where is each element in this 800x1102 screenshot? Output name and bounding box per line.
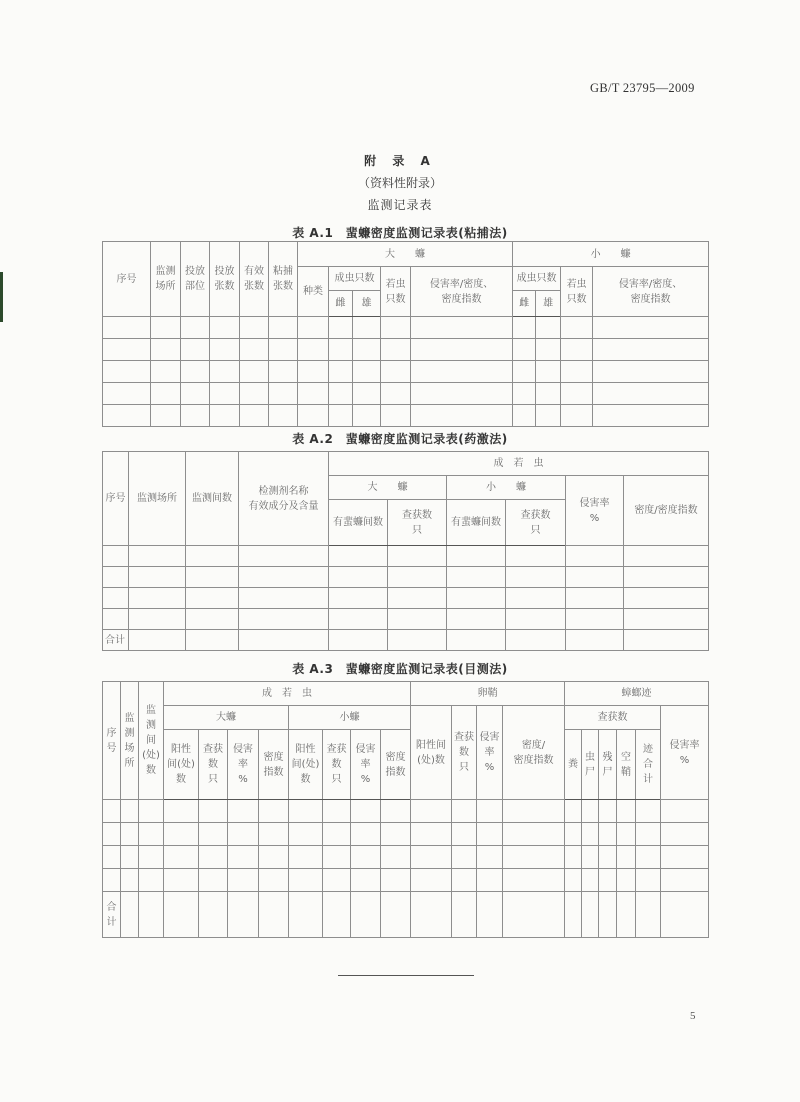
table-cell[interactable] bbox=[661, 823, 709, 846]
table-cell[interactable] bbox=[353, 361, 381, 383]
header-small-cockroach: 小 蠊 bbox=[513, 242, 709, 267]
table-cell[interactable] bbox=[239, 588, 329, 609]
table-cell[interactable] bbox=[636, 823, 661, 846]
header-corpse: 虫 尸 bbox=[582, 730, 599, 800]
header-large-density: 密度 指数 bbox=[259, 730, 289, 800]
table-cell[interactable] bbox=[477, 800, 503, 823]
table-cell[interactable] bbox=[121, 869, 139, 892]
table-row bbox=[103, 361, 709, 383]
table-cell[interactable] bbox=[513, 383, 536, 405]
table-row bbox=[103, 869, 709, 892]
table-cell[interactable] bbox=[513, 317, 536, 339]
table-cell[interactable] bbox=[103, 383, 151, 405]
table-cell[interactable] bbox=[129, 546, 186, 567]
table-cell[interactable] bbox=[103, 846, 121, 869]
table-cell[interactable] bbox=[240, 405, 269, 427]
table-cell[interactable] bbox=[289, 823, 323, 846]
table-cell[interactable] bbox=[452, 869, 477, 892]
table-cell[interactable] bbox=[228, 823, 259, 846]
header-adult-count: 成虫只数 bbox=[329, 267, 381, 291]
table-cell[interactable] bbox=[411, 339, 513, 361]
table-cell[interactable] bbox=[103, 546, 129, 567]
table-a2-caption: 表 A.2 蜚蠊密度监测记录表(药激法) bbox=[292, 432, 508, 446]
header-small-rooms-with: 有蜚蠊间数 bbox=[447, 500, 506, 546]
table-cell[interactable] bbox=[624, 609, 709, 630]
table-cell[interactable] bbox=[129, 567, 186, 588]
table-cell[interactable] bbox=[447, 567, 506, 588]
table-cell[interactable] bbox=[239, 546, 329, 567]
header-small-adult-count: 成虫只数 bbox=[513, 267, 561, 291]
table-cell[interactable] bbox=[199, 800, 228, 823]
header-place-position: 投放 部位 bbox=[181, 242, 210, 317]
header-site: 监测 场所 bbox=[151, 242, 181, 317]
table-cell[interactable] bbox=[181, 339, 210, 361]
table-cell[interactable] bbox=[240, 339, 269, 361]
table-cell[interactable] bbox=[447, 588, 506, 609]
table-cell[interactable] bbox=[617, 800, 636, 823]
table-cell[interactable] bbox=[351, 846, 381, 869]
header-male: 雄 bbox=[353, 291, 381, 317]
header-site: 监 测 场 所 bbox=[121, 682, 139, 800]
header-rooms: 监 测 间 (处) 数 bbox=[139, 682, 164, 800]
table-cell[interactable] bbox=[599, 823, 617, 846]
table-cell[interactable] bbox=[199, 846, 228, 869]
header-rooms: 监测间数 bbox=[186, 452, 239, 546]
table-cell[interactable] bbox=[565, 846, 582, 869]
table-cell[interactable] bbox=[259, 823, 289, 846]
table-cell[interactable] bbox=[599, 800, 617, 823]
table-cell[interactable] bbox=[636, 869, 661, 892]
table-cell[interactable] bbox=[323, 846, 351, 869]
table-cell[interactable] bbox=[381, 383, 411, 405]
header-trace-total: 迹 合 计 bbox=[636, 730, 661, 800]
table-cell[interactable] bbox=[240, 317, 269, 339]
table-cell[interactable] bbox=[381, 361, 411, 383]
table-cell[interactable] bbox=[259, 800, 289, 823]
table-cell[interactable] bbox=[351, 800, 381, 823]
table-cell[interactable] bbox=[210, 339, 240, 361]
table-cell[interactable] bbox=[139, 823, 164, 846]
table-cell[interactable] bbox=[323, 869, 351, 892]
table-row bbox=[103, 823, 709, 846]
table-cell[interactable] bbox=[210, 405, 240, 427]
table-cell[interactable] bbox=[210, 317, 240, 339]
table-cell[interactable] bbox=[240, 361, 269, 383]
table-cell[interactable] bbox=[151, 405, 181, 427]
table-cell[interactable] bbox=[323, 823, 351, 846]
header-adult-nymph: 成 若 虫 bbox=[164, 682, 411, 706]
table-cell[interactable] bbox=[289, 800, 323, 823]
table-cell[interactable] bbox=[593, 383, 709, 405]
table-cell[interactable] bbox=[121, 800, 139, 823]
table-cell[interactable] bbox=[561, 317, 593, 339]
header-found: 查获数 bbox=[565, 706, 661, 730]
table-row bbox=[103, 609, 709, 630]
table-cell[interactable] bbox=[599, 846, 617, 869]
table-cell[interactable] bbox=[353, 383, 381, 405]
table-cell[interactable] bbox=[624, 546, 709, 567]
table-cell[interactable] bbox=[411, 361, 513, 383]
header-small-caught: 查获数 只 bbox=[506, 500, 566, 546]
header-oo-caught: 查获 数 只 bbox=[452, 706, 477, 800]
table-cell[interactable] bbox=[536, 317, 561, 339]
table-cell[interactable] bbox=[536, 339, 561, 361]
table-cell[interactable] bbox=[259, 869, 289, 892]
table-cell[interactable] bbox=[269, 405, 298, 427]
table-cell[interactable] bbox=[210, 383, 240, 405]
table-cell[interactable] bbox=[151, 383, 181, 405]
table-cell[interactable] bbox=[139, 869, 164, 892]
table-cell[interactable] bbox=[536, 383, 561, 405]
table-cell[interactable] bbox=[239, 567, 329, 588]
table-cell[interactable] bbox=[566, 567, 624, 588]
table-cell[interactable] bbox=[121, 846, 139, 869]
table-cell[interactable] bbox=[381, 339, 411, 361]
table-cell[interactable] bbox=[536, 405, 561, 427]
header-small-density: 密度 指数 bbox=[381, 730, 411, 800]
table-cell[interactable] bbox=[381, 800, 411, 823]
header-site: 监测场所 bbox=[129, 452, 186, 546]
table-cell[interactable] bbox=[181, 317, 210, 339]
header-large-cockroach: 大 蠊 bbox=[298, 242, 513, 267]
table-cell[interactable] bbox=[228, 869, 259, 892]
table-cell[interactable] bbox=[411, 800, 452, 823]
table-cell[interactable] bbox=[506, 546, 566, 567]
table-cell[interactable] bbox=[240, 383, 269, 405]
table-cell[interactable] bbox=[566, 609, 624, 630]
table-cell[interactable] bbox=[181, 405, 210, 427]
header-small-caught: 查获 数 只 bbox=[323, 730, 351, 800]
table-cell[interactable] bbox=[624, 588, 709, 609]
table-cell[interactable] bbox=[298, 339, 329, 361]
header-small-rate: 侵害 率 % bbox=[351, 730, 381, 800]
header-empty-sheath: 空 鞘 bbox=[617, 730, 636, 800]
table-cell[interactable] bbox=[624, 567, 709, 588]
table-row bbox=[103, 317, 709, 339]
header-small-positive: 阳性 间(处) 数 bbox=[289, 730, 323, 800]
table-cell[interactable] bbox=[269, 317, 298, 339]
table-cell[interactable] bbox=[103, 869, 121, 892]
table-row bbox=[103, 383, 709, 405]
table-cell[interactable] bbox=[661, 869, 709, 892]
table-cell[interactable] bbox=[381, 846, 411, 869]
table-cell[interactable] bbox=[353, 317, 381, 339]
table-row bbox=[103, 567, 709, 588]
table-cell[interactable] bbox=[582, 823, 599, 846]
page-number: 5 bbox=[690, 1010, 696, 1022]
table-cell[interactable] bbox=[103, 823, 121, 846]
header-adult-nymph: 成 若 虫 bbox=[329, 452, 709, 476]
table-cell[interactable] bbox=[329, 339, 353, 361]
table-cell[interactable] bbox=[503, 800, 565, 823]
table-cell[interactable] bbox=[164, 846, 199, 869]
table-cell[interactable] bbox=[617, 846, 636, 869]
annex-name: 监测记录表 bbox=[367, 198, 433, 212]
table-cell[interactable] bbox=[506, 609, 566, 630]
table-cell[interactable] bbox=[561, 361, 593, 383]
table-cell[interactable] bbox=[513, 361, 536, 383]
table-a2 bbox=[102, 451, 709, 651]
table-cell[interactable] bbox=[353, 339, 381, 361]
header-oo-rate: 侵害 率 % bbox=[477, 706, 503, 800]
table-cell[interactable] bbox=[298, 405, 329, 427]
table-cell[interactable] bbox=[353, 405, 381, 427]
table-cell[interactable] bbox=[381, 317, 411, 339]
table-cell[interactable] bbox=[164, 823, 199, 846]
table-cell[interactable] bbox=[565, 800, 582, 823]
header-agent: 检测剂名称 有效成分及含量 bbox=[239, 452, 329, 546]
table-cell[interactable] bbox=[151, 339, 181, 361]
table-cell[interactable] bbox=[269, 383, 298, 405]
header-large-rate: 侵害 率 % bbox=[228, 730, 259, 800]
table-cell[interactable] bbox=[452, 800, 477, 823]
table-cell[interactable] bbox=[447, 609, 506, 630]
table-cell[interactable] bbox=[139, 846, 164, 869]
table-cell[interactable] bbox=[329, 567, 388, 588]
table-cell[interactable] bbox=[103, 609, 129, 630]
table-cell[interactable] bbox=[565, 869, 582, 892]
table-cell[interactable] bbox=[351, 869, 381, 892]
table-cell[interactable] bbox=[388, 546, 447, 567]
table-cell[interactable] bbox=[582, 800, 599, 823]
table-cell[interactable] bbox=[289, 869, 323, 892]
header-feces: 粪 bbox=[565, 730, 582, 800]
table-row bbox=[103, 546, 709, 567]
table-cell[interactable] bbox=[329, 317, 353, 339]
table-cell[interactable] bbox=[139, 800, 164, 823]
table-cell[interactable] bbox=[329, 405, 353, 427]
table-cell[interactable] bbox=[388, 609, 447, 630]
header-large-cockroach: 大蠊 bbox=[164, 706, 289, 730]
table-cell[interactable] bbox=[411, 846, 452, 869]
table-a1-caption: 表 A.1 蜚蠊密度监测记录表(粘捕法) bbox=[292, 226, 508, 240]
total-label: 合 计 bbox=[103, 892, 121, 938]
table-cell[interactable] bbox=[239, 609, 329, 630]
table-cell[interactable] bbox=[503, 823, 565, 846]
table-cell[interactable] bbox=[411, 317, 513, 339]
table-cell[interactable] bbox=[228, 800, 259, 823]
table-cell[interactable] bbox=[121, 823, 139, 846]
table-cell[interactable] bbox=[513, 405, 536, 427]
table-cell[interactable] bbox=[582, 846, 599, 869]
table-cell[interactable] bbox=[593, 317, 709, 339]
header-small-cockroach: 小 蠊 bbox=[447, 476, 566, 500]
table-cell[interactable] bbox=[228, 846, 259, 869]
header-rate: 侵害率 % bbox=[566, 476, 624, 546]
table-cell[interactable] bbox=[561, 339, 593, 361]
table-cell[interactable] bbox=[103, 800, 121, 823]
table-cell[interactable] bbox=[661, 846, 709, 869]
table-cell[interactable] bbox=[181, 361, 210, 383]
table-cell[interactable] bbox=[186, 546, 239, 567]
table-cell[interactable] bbox=[289, 846, 323, 869]
table-cell[interactable] bbox=[536, 361, 561, 383]
header-large-positive: 阳性 间(处) 数 bbox=[164, 730, 199, 800]
table-row bbox=[103, 339, 709, 361]
header-catch-count: 粘捕 张数 bbox=[269, 242, 298, 317]
header-small-male: 雄 bbox=[536, 291, 561, 317]
table-cell[interactable] bbox=[103, 361, 151, 383]
table-cell[interactable] bbox=[186, 567, 239, 588]
table-cell[interactable] bbox=[452, 846, 477, 869]
table-cell[interactable] bbox=[452, 823, 477, 846]
table-cell[interactable] bbox=[593, 361, 709, 383]
table-a3-caption: 表 A.3 蜚蠊密度监测记录表(目测法) bbox=[292, 662, 508, 676]
table-cell[interactable] bbox=[503, 869, 565, 892]
table-cell[interactable] bbox=[477, 846, 503, 869]
table-cell[interactable] bbox=[411, 823, 452, 846]
table-cell[interactable] bbox=[388, 588, 447, 609]
header-rate: 侵害率/密度、 密度指数 bbox=[411, 267, 513, 317]
table-cell[interactable] bbox=[329, 361, 353, 383]
table-cell[interactable] bbox=[513, 339, 536, 361]
table-a3 bbox=[102, 681, 709, 938]
table-cell[interactable] bbox=[599, 869, 617, 892]
header-large-caught: 查获 数 只 bbox=[199, 730, 228, 800]
table-cell[interactable] bbox=[298, 317, 329, 339]
table-cell[interactable] bbox=[381, 823, 411, 846]
table-row bbox=[103, 405, 709, 427]
header-small-rate: 侵害率/密度、 密度指数 bbox=[593, 267, 709, 317]
table-cell[interactable] bbox=[199, 869, 228, 892]
header-valid-count: 有效 张数 bbox=[240, 242, 269, 317]
table-row bbox=[103, 800, 709, 823]
header-ootheca: 卵鞘 bbox=[411, 682, 565, 706]
table-cell[interactable] bbox=[477, 823, 503, 846]
table-cell[interactable] bbox=[381, 869, 411, 892]
table-cell[interactable] bbox=[129, 588, 186, 609]
table-cell[interactable] bbox=[329, 383, 353, 405]
table-cell[interactable] bbox=[447, 546, 506, 567]
table-a1 bbox=[102, 241, 709, 427]
header-remains: 残 尸 bbox=[599, 730, 617, 800]
table-cell[interactable] bbox=[561, 405, 593, 427]
table-cell[interactable] bbox=[506, 567, 566, 588]
header-seq: 序号 bbox=[103, 242, 151, 317]
table-cell[interactable] bbox=[151, 361, 181, 383]
table-row bbox=[103, 588, 709, 609]
table-cell[interactable] bbox=[565, 823, 582, 846]
table-cell[interactable] bbox=[506, 588, 566, 609]
table-cell[interactable] bbox=[298, 361, 329, 383]
table-cell[interactable] bbox=[593, 405, 709, 427]
table-cell[interactable] bbox=[329, 588, 388, 609]
table-cell[interactable] bbox=[186, 588, 239, 609]
table-cell[interactable] bbox=[151, 317, 181, 339]
table-cell[interactable] bbox=[411, 383, 513, 405]
table-cell[interactable] bbox=[329, 609, 388, 630]
table-cell[interactable] bbox=[103, 339, 151, 361]
header-large-rooms-with: 有蜚蠊间数 bbox=[329, 500, 388, 546]
table-cell[interactable] bbox=[477, 869, 503, 892]
table-cell[interactable] bbox=[129, 609, 186, 630]
table-cell[interactable] bbox=[636, 846, 661, 869]
table-row bbox=[103, 846, 709, 869]
header-species: 种类 bbox=[298, 267, 329, 317]
table-cell[interactable] bbox=[561, 383, 593, 405]
table-cell[interactable] bbox=[210, 361, 240, 383]
table-cell[interactable] bbox=[103, 405, 151, 427]
table-cell[interactable] bbox=[381, 405, 411, 427]
table-cell[interactable] bbox=[351, 823, 381, 846]
table-cell[interactable] bbox=[636, 800, 661, 823]
table-cell[interactable] bbox=[186, 609, 239, 630]
table-cell[interactable] bbox=[298, 383, 329, 405]
table-cell[interactable] bbox=[259, 846, 289, 869]
table-cell[interactable] bbox=[566, 588, 624, 609]
table-cell[interactable] bbox=[181, 383, 210, 405]
annex-title: 附 录 A bbox=[364, 154, 436, 168]
header-small-female: 雌 bbox=[513, 291, 536, 317]
table-cell[interactable] bbox=[566, 546, 624, 567]
header-density: 密度/密度指数 bbox=[624, 476, 709, 546]
table-cell[interactable] bbox=[103, 567, 129, 588]
header-large-caught: 查获数 只 bbox=[388, 500, 447, 546]
header-trace-rate: 侵害率 % bbox=[661, 706, 709, 800]
table-cell[interactable] bbox=[329, 546, 388, 567]
header-small-cockroach: 小蠊 bbox=[289, 706, 411, 730]
header-seq: 序 号 bbox=[103, 682, 121, 800]
end-rule bbox=[338, 975, 474, 976]
table-cell[interactable] bbox=[617, 823, 636, 846]
table-cell[interactable] bbox=[411, 405, 513, 427]
header-female: 雌 bbox=[329, 291, 353, 317]
header-oo-density: 密度/ 密度指数 bbox=[503, 706, 565, 800]
header-place-count: 投放 张数 bbox=[210, 242, 240, 317]
table-cell[interactable] bbox=[103, 588, 129, 609]
table-cell[interactable] bbox=[388, 567, 447, 588]
header-nymph-count: 若虫 只数 bbox=[381, 267, 411, 317]
table-cell[interactable] bbox=[269, 361, 298, 383]
table-cell[interactable] bbox=[103, 317, 151, 339]
table-cell[interactable] bbox=[323, 800, 351, 823]
table-cell[interactable] bbox=[199, 823, 228, 846]
header-large-cockroach: 大 蠊 bbox=[329, 476, 447, 500]
table-cell[interactable] bbox=[661, 800, 709, 823]
header-small-nymph-count: 若虫 只数 bbox=[561, 267, 593, 317]
table-cell[interactable] bbox=[582, 869, 599, 892]
header-oo-positive: 阳性间 (处)数 bbox=[411, 706, 452, 800]
table-cell[interactable] bbox=[617, 869, 636, 892]
annex-subtitle: （资料性附录） bbox=[357, 176, 442, 190]
table-cell[interactable] bbox=[164, 800, 199, 823]
standard-code: GB/T 23795—2009 bbox=[590, 81, 695, 95]
header-seq: 序号 bbox=[103, 452, 129, 546]
table-cell[interactable] bbox=[593, 339, 709, 361]
table-cell[interactable] bbox=[269, 339, 298, 361]
table-cell[interactable] bbox=[164, 869, 199, 892]
table-cell[interactable] bbox=[503, 846, 565, 869]
scan-edge-mark bbox=[0, 272, 3, 322]
header-traces: 蟑螂迹 bbox=[565, 682, 709, 706]
total-label: 合计 bbox=[103, 630, 129, 651]
table-cell[interactable] bbox=[411, 869, 452, 892]
